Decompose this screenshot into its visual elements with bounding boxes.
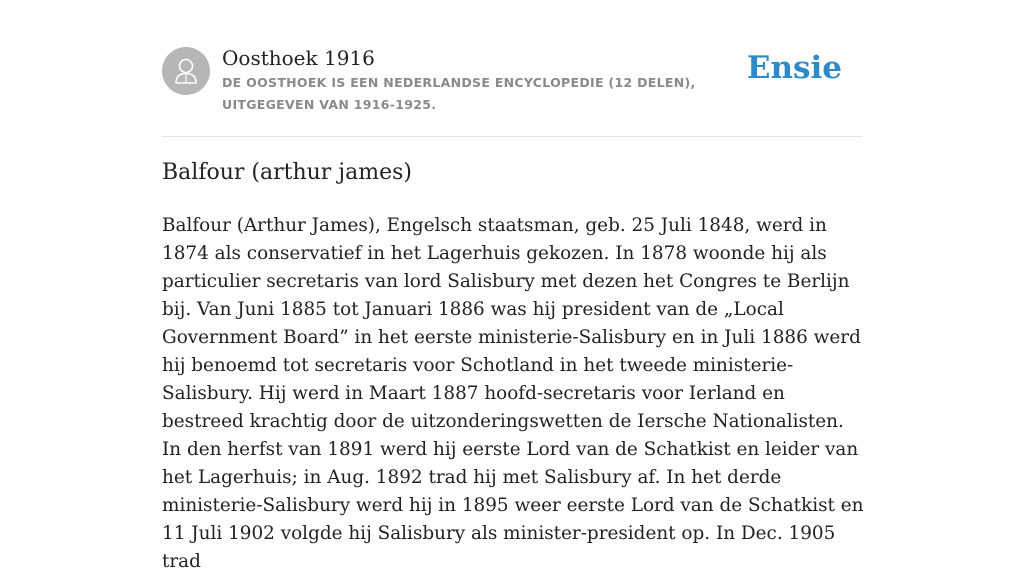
user-icon	[162, 47, 210, 95]
entry-body: Balfour (Arthur James), Engelsch staatsman, geb. 25 Juli 1848, werd in 1874 als conservatief in het Lagerhuis gekozen. In 1878 woonde hij als particulier secretaris van lord Salisbury met dezen het Congres te Berlijn bij. Van Juni 1885 tot Januari 1886 was hij president van de „Local Government Board” in het eerste ministerie-Salisbury en in Juli 1886 werd hij benoemd tot secretaris voor Schotland in het tweede ministerie-Salisbury. Hij werd in Maart 1887 hoofd-secretaris voor Ierland en bestreed krachtig door de uitzonderingswetten de Iersche Nationalisten. In den herfst van 1891 werd hij eerste Lord van de Schatkist en leider van het Lagerhuis; in Aug. 1892 trad hij met Salisbury af. In het derde ministerie-Salisbury werd hij in 1895 weer eerste Lord van de Schatkist en 11 Juli 1902 volgde hij Salisbury als minister-president op. In Dec. 1905 trad	[162, 215, 864, 572]
entry-title: Balfour (arthur james)	[162, 160, 412, 185]
source-description: DE OOSTHOEK IS EEN NEDERLANDSE ENCYCLOPEDIE (12 DELEN), UITGEGEVEN VAN 1916-1925.	[222, 75, 696, 112]
brand-logo[interactable]: Ensie	[746, 50, 842, 86]
source-header	[162, 46, 862, 137]
avatar[interactable]	[162, 47, 210, 95]
source-title[interactable]: Oosthoek 1916	[222, 46, 375, 70]
